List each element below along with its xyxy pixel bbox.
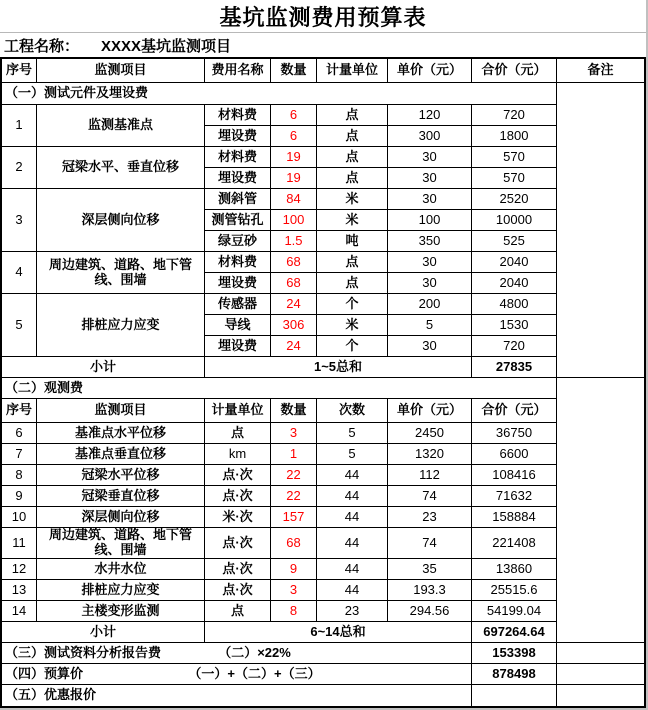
quantity-cell: 6 — [271, 105, 317, 126]
fee-name-cell: 导线 — [205, 315, 271, 336]
header-total-price: 合价（元） — [472, 59, 557, 83]
remark-cell — [557, 664, 644, 685]
quantity-cell: 22 — [271, 465, 317, 486]
header-unit-price: 单价（元） — [388, 399, 472, 423]
quantity-cell: 6 — [271, 126, 317, 147]
unit-cell: 个 — [317, 336, 388, 357]
unit-price-cell: 74 — [388, 528, 472, 559]
total-cell: 71632 — [472, 486, 557, 507]
summary-row — [2, 664, 472, 685]
page-title: 基坑监测费用预算表 — [0, 0, 646, 33]
total-cell: 720 — [472, 105, 557, 126]
item-cell: 深层侧向位移 — [37, 189, 205, 252]
total-cell: 525 — [472, 231, 557, 252]
unit-cell: 点 — [317, 252, 388, 273]
summary-total: 878498 — [472, 664, 557, 685]
times-cell: 44 — [317, 507, 388, 528]
fee-name-cell: 测斜管 — [205, 189, 271, 210]
seq-cell: 7 — [2, 444, 37, 465]
remark-cell — [557, 685, 644, 706]
total-cell: 36750 — [472, 423, 557, 444]
total-cell: 10000 — [472, 210, 557, 231]
unit-price-cell: 30 — [388, 168, 472, 189]
fee-name-cell: 埋设费 — [205, 168, 271, 189]
unit-price-cell: 30 — [388, 252, 472, 273]
quantity-cell: 68 — [271, 273, 317, 294]
header-seq: 序号 — [2, 399, 37, 423]
header-unit: 计量单位 — [317, 59, 388, 83]
subtotal-label: 小计 — [2, 357, 205, 378]
unit-cell: 点·次 — [205, 486, 271, 507]
summary-total — [472, 685, 557, 706]
quantity-cell: 24 — [271, 336, 317, 357]
item-cell: 周边建筑、道路、地下管线、围墙 — [37, 252, 205, 294]
times-cell: 44 — [317, 559, 388, 580]
header-seq: 序号 — [2, 59, 37, 83]
summary-row — [2, 685, 472, 706]
summary-row-label: （三）测试资料分析报告费 — [5, 644, 162, 660]
total-cell: 6600 — [472, 444, 557, 465]
total-cell: 2520 — [472, 189, 557, 210]
unit-cell: 点 — [205, 423, 271, 444]
unit-cell: 点 — [317, 147, 388, 168]
times-cell: 5 — [317, 423, 388, 444]
unit-price-cell: 1320 — [388, 444, 472, 465]
unit-price-cell: 193.3 — [388, 580, 472, 601]
unit-price-cell: 30 — [388, 336, 472, 357]
item-cell: 排桩应力应变 — [37, 580, 205, 601]
summary-row — [2, 643, 472, 664]
item-cell: 深层侧向位移 — [37, 507, 205, 528]
unit-cell: 米 — [317, 315, 388, 336]
budget-table — [0, 57, 646, 708]
unit-cell: 点·次 — [205, 559, 271, 580]
unit-cell: 点 — [317, 168, 388, 189]
fee-name-cell: 传感器 — [205, 294, 271, 315]
item-cell: 排桩应力应变 — [37, 294, 205, 357]
unit-price-cell: 23 — [388, 507, 472, 528]
quantity-cell: 84 — [271, 189, 317, 210]
header-item: 监测项目 — [37, 399, 205, 423]
seq-cell: 11 — [2, 528, 37, 559]
unit-price-cell: 350 — [388, 231, 472, 252]
total-cell: 1530 — [472, 315, 557, 336]
total-cell: 221408 — [472, 528, 557, 559]
quantity-cell: 8 — [271, 601, 317, 622]
quantity-cell: 24 — [271, 294, 317, 315]
section1-label: （一）测试元件及埋设费 — [2, 83, 557, 105]
total-cell: 158884 — [472, 507, 557, 528]
header-remark: 备注 — [557, 59, 644, 83]
total-cell: 1800 — [472, 126, 557, 147]
summary-total: 153398 — [472, 643, 557, 664]
seq-cell: 9 — [2, 486, 37, 507]
seq-cell: 4 — [2, 252, 37, 294]
total-cell: 108416 — [472, 465, 557, 486]
project-name-row — [0, 33, 646, 57]
unit-cell: 点·次 — [205, 528, 271, 559]
seq-cell: 13 — [2, 580, 37, 601]
unit-price-cell: 35 — [388, 559, 472, 580]
subtotal-total: 697264.64 — [472, 622, 557, 643]
fee-name-cell: 绿豆砂 — [205, 231, 271, 252]
subtotal-total: 27835 — [472, 357, 557, 378]
unit-price-cell: 294.56 — [388, 601, 472, 622]
header-times: 次数 — [317, 399, 388, 423]
unit-price-cell: 112 — [388, 465, 472, 486]
total-cell: 720 — [472, 336, 557, 357]
fee-name-cell: 材料费 — [205, 252, 271, 273]
quantity-cell: 306 — [271, 315, 317, 336]
remark-cell — [557, 83, 644, 378]
item-cell: 冠梁水平位移 — [37, 465, 205, 486]
subtotal-formula: 6~14总和 — [205, 622, 472, 643]
unit-cell: 点 — [205, 601, 271, 622]
unit-price-cell: 74 — [388, 486, 472, 507]
unit-price-cell: 300 — [388, 126, 472, 147]
summary-row-label: （五）优惠报价 — [5, 687, 97, 703]
total-cell: 13860 — [472, 559, 557, 580]
fee-name-cell: 测管钻孔 — [205, 210, 271, 231]
quantity-cell: 100 — [271, 210, 317, 231]
header-fee-name: 费用名称 — [205, 59, 271, 83]
unit-cell: km — [205, 444, 271, 465]
quantity-cell: 19 — [271, 147, 317, 168]
unit-price-cell: 5 — [388, 315, 472, 336]
quantity-cell: 9 — [271, 559, 317, 580]
total-cell: 25515.6 — [472, 580, 557, 601]
item-cell: 冠梁水平、垂直位移 — [37, 147, 205, 189]
header-quantity: 数量 — [271, 399, 317, 423]
fee-name-cell: 材料费 — [205, 105, 271, 126]
times-cell: 44 — [317, 580, 388, 601]
unit-cell: 米·次 — [205, 507, 271, 528]
header-total-price: 合价（元） — [472, 399, 557, 423]
total-cell: 54199.04 — [472, 601, 557, 622]
summary-row-label: （四）预算价 — [5, 665, 84, 681]
item-cell: 基准点垂直位移 — [37, 444, 205, 465]
header-unit: 计量单位 — [205, 399, 271, 423]
quantity-cell: 1.5 — [271, 231, 317, 252]
unit-price-cell: 30 — [388, 189, 472, 210]
total-cell: 570 — [472, 147, 557, 168]
unit-cell: 个 — [317, 294, 388, 315]
item-cell: 监测基准点 — [37, 105, 205, 147]
unit-cell: 米 — [317, 210, 388, 231]
seq-cell: 1 — [2, 105, 37, 147]
quantity-cell: 68 — [271, 528, 317, 559]
summary-formula: （一）+（二）+（三） — [188, 665, 321, 681]
unit-cell: 米 — [317, 189, 388, 210]
unit-price-cell: 30 — [388, 273, 472, 294]
remark-cell — [557, 378, 644, 643]
times-cell: 23 — [317, 601, 388, 622]
unit-price-cell: 200 — [388, 294, 472, 315]
quantity-cell: 3 — [271, 423, 317, 444]
seq-cell: 3 — [2, 189, 37, 252]
fee-name-cell: 埋设费 — [205, 273, 271, 294]
quantity-cell: 68 — [271, 252, 317, 273]
quantity-cell: 3 — [271, 580, 317, 601]
item-cell: 基准点水平位移 — [37, 423, 205, 444]
header-item: 监测项目 — [37, 59, 205, 83]
times-cell: 5 — [317, 444, 388, 465]
subtotal-formula: 1~5总和 — [205, 357, 472, 378]
seq-cell: 6 — [2, 423, 37, 444]
quantity-cell: 157 — [271, 507, 317, 528]
unit-price-cell: 100 — [388, 210, 472, 231]
total-cell: 4800 — [472, 294, 557, 315]
times-cell: 44 — [317, 465, 388, 486]
times-cell: 44 — [317, 528, 388, 559]
unit-price-cell: 30 — [388, 147, 472, 168]
unit-cell: 点 — [317, 126, 388, 147]
seq-cell: 10 — [2, 507, 37, 528]
summary-formula: （二）×22% — [218, 644, 291, 660]
times-cell: 44 — [317, 486, 388, 507]
subtotal-label: 小计 — [2, 622, 205, 643]
quantity-cell: 19 — [271, 168, 317, 189]
unit-price-cell: 2450 — [388, 423, 472, 444]
quantity-cell: 22 — [271, 486, 317, 507]
item-cell: 水井水位 — [37, 559, 205, 580]
fee-name-cell: 埋设费 — [205, 336, 271, 357]
unit-cell: 吨 — [317, 231, 388, 252]
seq-cell: 14 — [2, 601, 37, 622]
seq-cell: 12 — [2, 559, 37, 580]
unit-cell: 点·次 — [205, 580, 271, 601]
total-cell: 2040 — [472, 273, 557, 294]
unit-cell: 点 — [317, 273, 388, 294]
item-cell: 冠梁垂直位移 — [37, 486, 205, 507]
total-cell: 2040 — [472, 252, 557, 273]
item-cell: 周边建筑、道路、地下管线、围墙 — [37, 528, 205, 559]
project-name-value: XXXX基坑监测项目 — [101, 37, 232, 55]
total-cell: 570 — [472, 168, 557, 189]
seq-cell: 5 — [2, 294, 37, 357]
fee-name-cell: 材料费 — [205, 147, 271, 168]
section2-label: （二）观测费 — [2, 378, 557, 399]
header-quantity: 数量 — [271, 59, 317, 83]
fee-name-cell: 埋设费 — [205, 126, 271, 147]
quantity-cell: 1 — [271, 444, 317, 465]
seq-cell: 8 — [2, 465, 37, 486]
remark-cell — [557, 643, 644, 664]
unit-price-cell: 120 — [388, 105, 472, 126]
summary-formula — [37, 685, 472, 706]
unit-cell: 点 — [317, 105, 388, 126]
project-name-label: 工程名称： — [4, 37, 80, 55]
item-cell: 主楼变形监测 — [37, 601, 205, 622]
seq-cell: 2 — [2, 147, 37, 189]
unit-cell: 点·次 — [205, 465, 271, 486]
header-unit-price: 单价（元） — [388, 59, 472, 83]
